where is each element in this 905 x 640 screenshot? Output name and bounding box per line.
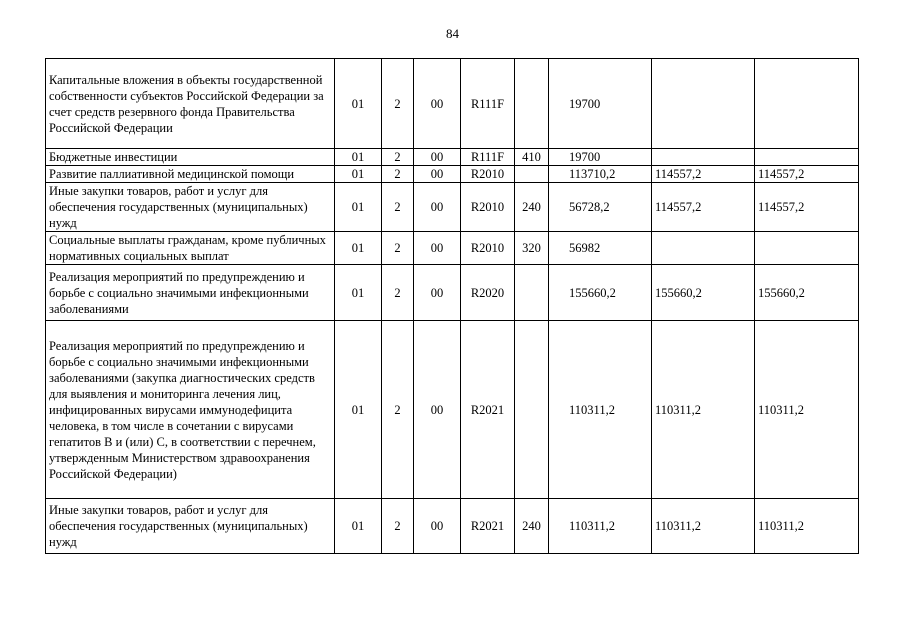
cell-amount-year-1: 155660,2 [549, 265, 652, 321]
cell-amount-year-3: 114557,2 [755, 183, 859, 232]
cell-amount-year-2: 155660,2 [652, 265, 755, 321]
cell-direction-code: R2010 [461, 183, 515, 232]
table-row [46, 183, 859, 232]
cell-program: 01 [335, 149, 382, 166]
cell-amount-year-2 [652, 149, 755, 166]
table-row [46, 149, 859, 166]
table-row [46, 232, 859, 265]
cell-subprogram: 2 [382, 265, 414, 321]
cell-program: 01 [335, 166, 382, 183]
cell-program: 01 [335, 59, 382, 149]
cell-amount-year-1: 110311,2 [549, 499, 652, 554]
cell-subprogram: 2 [382, 59, 414, 149]
cell-direction-code: R111F [461, 149, 515, 166]
cell-amount-year-1: 110311,2 [549, 321, 652, 499]
cell-main-event: 00 [414, 149, 461, 166]
cell-amount-year-3 [755, 59, 859, 149]
cell-amount-year-3: 110311,2 [755, 321, 859, 499]
cell-main-event: 00 [414, 321, 461, 499]
cell-subprogram: 2 [382, 232, 414, 265]
table-row [46, 321, 859, 499]
table-row [46, 166, 859, 183]
cell-main-event: 00 [414, 499, 461, 554]
row-name: Реализация мероприятий по предупреждению и борьбе с социально значимыми инфекционными заболеваниями [46, 265, 335, 321]
cell-direction-code: R2020 [461, 265, 515, 321]
cell-main-event: 00 [414, 232, 461, 265]
row-name: Иные закупки товаров, работ и услуг для обеспечения государственных (муниципальных) нужд [46, 499, 335, 554]
cell-expense-type [515, 166, 549, 183]
cell-amount-year-3: 110311,2 [755, 499, 859, 554]
cell-program: 01 [335, 321, 382, 499]
cell-amount-year-1: 56728,2 [549, 183, 652, 232]
cell-amount-year-1: 56982 [549, 232, 652, 265]
cell-expense-type: 320 [515, 232, 549, 265]
cell-amount-year-2: 110311,2 [652, 321, 755, 499]
cell-subprogram: 2 [382, 499, 414, 554]
row-name: Бюджетные инвестиции [46, 149, 335, 166]
cell-subprogram: 2 [382, 183, 414, 232]
page-number: 84 [446, 26, 459, 41]
cell-subprogram: 2 [382, 149, 414, 166]
cell-subprogram: 2 [382, 321, 414, 499]
cell-main-event: 00 [414, 265, 461, 321]
cell-amount-year-2: 114557,2 [652, 166, 755, 183]
cell-amount-year-2 [652, 232, 755, 265]
cell-direction-code: R2010 [461, 232, 515, 265]
cell-program: 01 [335, 232, 382, 265]
table-row [46, 499, 859, 554]
cell-program: 01 [335, 183, 382, 232]
cell-direction-code: R2021 [461, 321, 515, 499]
row-name: Развитие паллиативной медицинской помощи [46, 166, 335, 183]
cell-expense-type: 410 [515, 149, 549, 166]
cell-amount-year-3 [755, 149, 859, 166]
row-name: Реализация мероприятий по предупреждению и борьбе с социально значимыми инфекционными заболеваниями (закупка диагностических средств для выявления и мониторинга лечения лиц, инфицированных вирусами иммунодефицита человека, в том числе в сочетании с вирусами гепатитов В и (или) С, в соответствии с перечнем, утвержденным Министерством здравоохранения Российской Федерации) [46, 321, 335, 499]
row-name: Иные закупки товаров, работ и услуг для обеспечения государственных (муниципальных) нужд [46, 183, 335, 232]
cell-amount-year-2 [652, 59, 755, 149]
table-row [46, 265, 859, 321]
cell-expense-type [515, 59, 549, 149]
cell-amount-year-1: 113710,2 [549, 166, 652, 183]
cell-amount-year-3: 155660,2 [755, 265, 859, 321]
cell-amount-year-3: 114557,2 [755, 166, 859, 183]
cell-program: 01 [335, 265, 382, 321]
row-name: Социальные выплаты гражданам, кроме публичных нормативных социальных выплат [46, 232, 335, 265]
cell-amount-year-2: 114557,2 [652, 183, 755, 232]
cell-main-event: 00 [414, 183, 461, 232]
cell-expense-type: 240 [515, 183, 549, 232]
budget-table [45, 58, 859, 554]
cell-expense-type [515, 265, 549, 321]
cell-program: 01 [335, 499, 382, 554]
cell-subprogram: 2 [382, 166, 414, 183]
cell-amount-year-1: 19700 [549, 59, 652, 149]
table-row [46, 59, 859, 149]
cell-main-event: 00 [414, 166, 461, 183]
cell-direction-code: R2021 [461, 499, 515, 554]
cell-amount-year-3 [755, 232, 859, 265]
cell-expense-type [515, 321, 549, 499]
cell-amount-year-1: 19700 [549, 149, 652, 166]
cell-direction-code: R111F [461, 59, 515, 149]
cell-main-event: 00 [414, 59, 461, 149]
cell-amount-year-2: 110311,2 [652, 499, 755, 554]
cell-direction-code: R2010 [461, 166, 515, 183]
cell-expense-type: 240 [515, 499, 549, 554]
row-name: Капитальные вложения в объекты государственной собственности субъектов Российской Федерации за счет средств резервного фонда Правительства Российской Федерации [46, 59, 335, 149]
